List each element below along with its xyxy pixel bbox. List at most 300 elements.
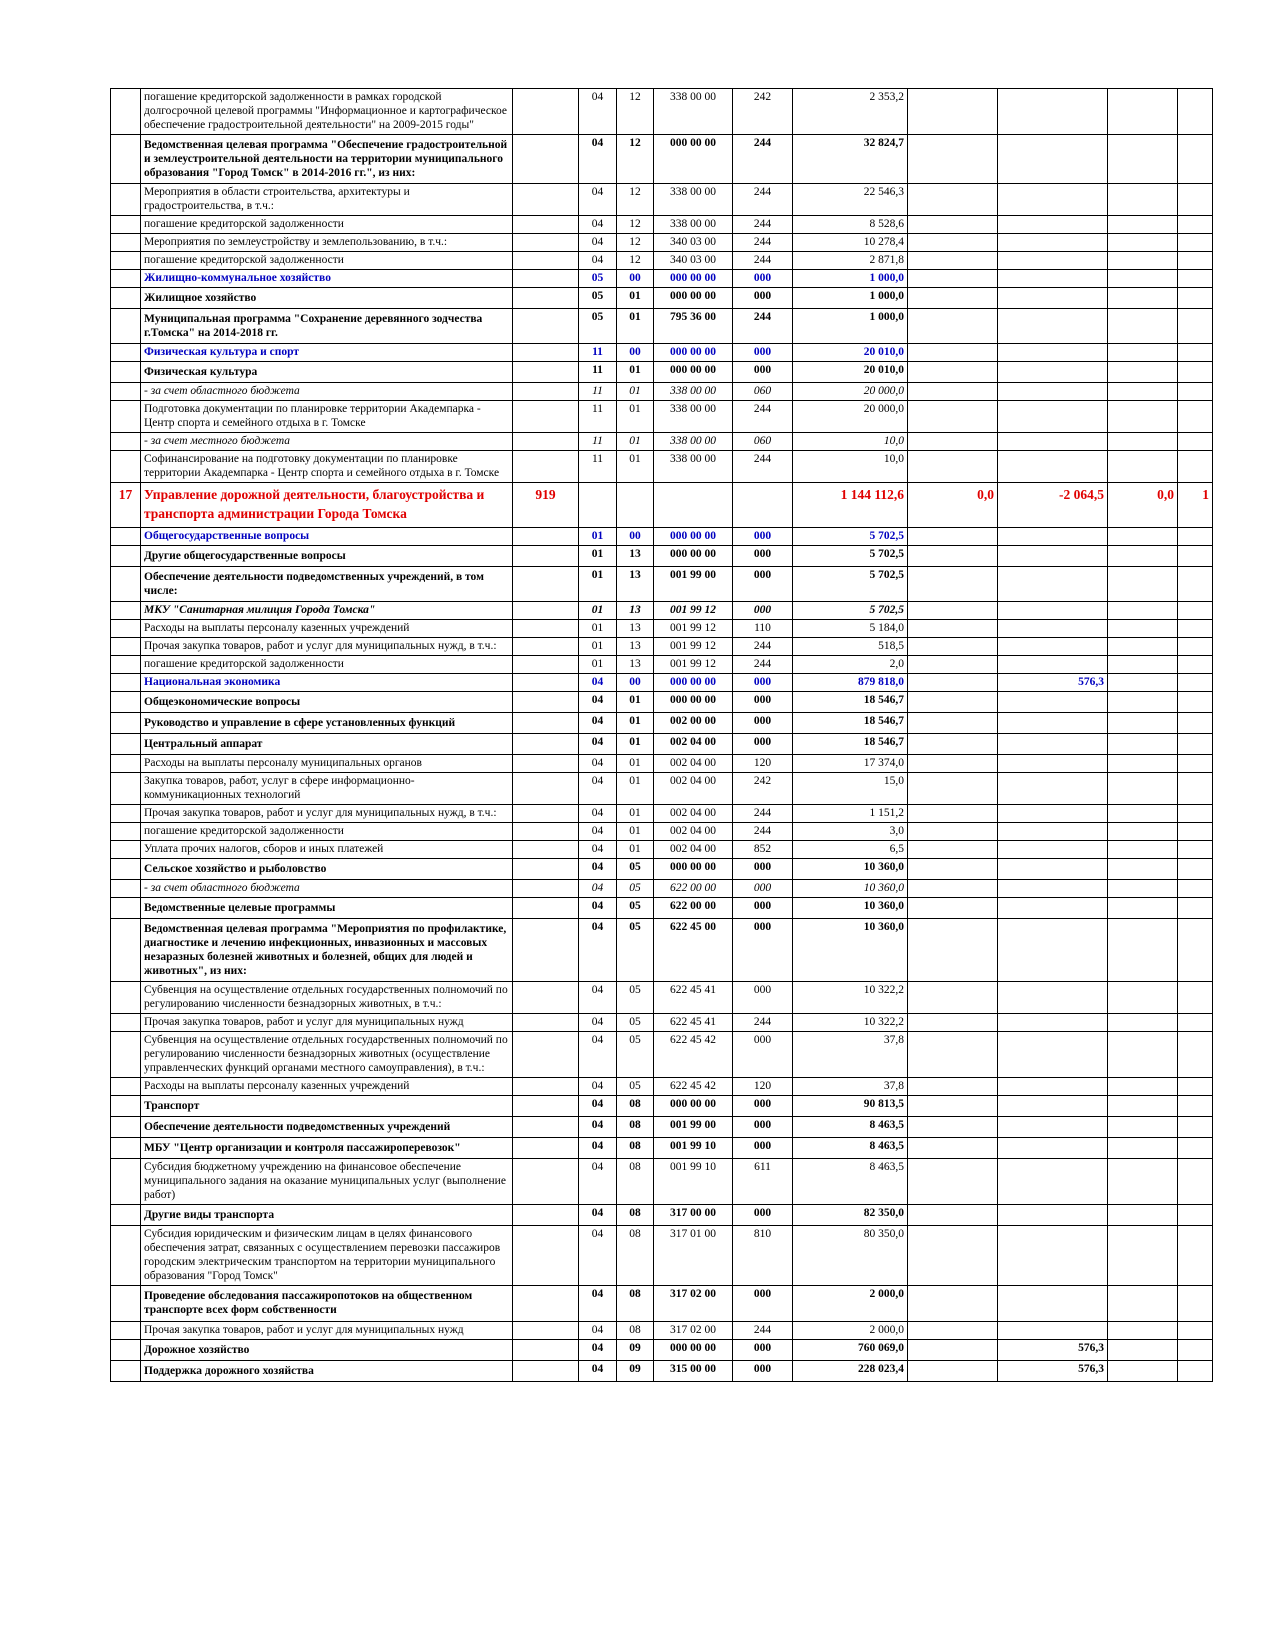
amount-col11-cell [1178, 733, 1213, 754]
amount-col8-cell: 0,0 [908, 483, 998, 527]
expense-type-cell: 852 [733, 841, 793, 859]
grbs-code-cell [513, 805, 579, 823]
amount-col10-cell [1108, 309, 1178, 344]
table-row [111, 619, 1213, 637]
expense-type-cell: 000 [733, 982, 793, 1014]
target-article-cell: 338 00 00 [654, 89, 733, 135]
expense-type-cell: 242 [733, 89, 793, 135]
amount-col10-cell [1108, 344, 1178, 362]
section-code-cell: 04 [579, 1286, 617, 1321]
amount-col10-cell [1108, 1226, 1178, 1286]
amount-col11-cell [1178, 1226, 1213, 1286]
section-code-cell: 04 [579, 89, 617, 135]
amount-cell: 760 069,0 [793, 1339, 908, 1360]
table-row [111, 673, 1213, 691]
section-code-cell [579, 483, 617, 527]
expense-type-cell: 000 [733, 1138, 793, 1159]
amount-col11-cell [1178, 527, 1213, 545]
target-article-cell: 001 99 00 [654, 566, 733, 601]
amount-col8-cell [908, 309, 998, 344]
section-code-cell: 04 [579, 859, 617, 880]
section-code-cell: 04 [579, 805, 617, 823]
target-article-cell: 001 99 12 [654, 655, 733, 673]
name-cell: Жилищное хозяйство [141, 288, 513, 309]
amount-col10-cell [1108, 1360, 1178, 1381]
amount-col8-cell [908, 270, 998, 288]
amount-col8-cell [908, 773, 998, 805]
amount-col9-cell [998, 566, 1108, 601]
amount-col11-cell: 1 [1178, 483, 1213, 527]
amount-col11-cell [1178, 1096, 1213, 1117]
subsection-code-cell: 12 [617, 89, 654, 135]
expense-type-cell: 244 [733, 234, 793, 252]
section-code-cell: 04 [579, 1360, 617, 1381]
section-code-cell: 04 [579, 1096, 617, 1117]
target-article-cell: 622 00 00 [654, 880, 733, 898]
amount-col11-cell [1178, 1117, 1213, 1138]
name-cell: Физическая культура и спорт [141, 344, 513, 362]
table-row [111, 1014, 1213, 1032]
amount-col8-cell [908, 1014, 998, 1032]
amount-col9-cell [998, 527, 1108, 545]
amount-col8-cell [908, 89, 998, 135]
table-row [111, 712, 1213, 733]
subsection-code-cell: 12 [617, 234, 654, 252]
amount-cell: 2,0 [793, 655, 908, 673]
table-row [111, 234, 1213, 252]
name-cell: Прочая закупка товаров, работ и услуг для муниципальных нужд, в т.ч.: [141, 805, 513, 823]
subsection-code-cell: 00 [617, 527, 654, 545]
subsection-code-cell: 12 [617, 184, 654, 216]
amount-col9-cell [998, 841, 1108, 859]
subsection-code-cell: 12 [617, 216, 654, 234]
amount-col11-cell [1178, 773, 1213, 805]
amount-col9-cell: 576,3 [998, 1339, 1108, 1360]
amount-cell: 37,8 [793, 1032, 908, 1078]
expense-type-cell: 000 [733, 1360, 793, 1381]
amount-col11-cell [1178, 89, 1213, 135]
amount-col11-cell [1178, 216, 1213, 234]
amount-col11-cell [1178, 880, 1213, 898]
name-cell: Субсидия бюджетному учреждению на финансовое обеспечение муниципального задания на оказание муниципальных услуг (выполнение работ) [141, 1159, 513, 1205]
amount-col9-cell [998, 1138, 1108, 1159]
name-cell: Прочая закупка товаров, работ и услуг для муниципальных нужд, в т.ч.: [141, 637, 513, 655]
subsection-code-cell: 12 [617, 135, 654, 184]
amount-col9-cell [998, 288, 1108, 309]
amount-col10-cell [1108, 89, 1178, 135]
section-code-cell: 04 [579, 880, 617, 898]
name-cell: МБУ "Центр организации и контроля пассажироперевозок" [141, 1138, 513, 1159]
expense-type-cell: 060 [733, 433, 793, 451]
subsection-code-cell: 00 [617, 673, 654, 691]
table-row [111, 1078, 1213, 1096]
amount-cell: 6,5 [793, 841, 908, 859]
section-code-cell: 04 [579, 1014, 617, 1032]
section-code-cell: 11 [579, 383, 617, 401]
amount-col9-cell: 576,3 [998, 673, 1108, 691]
subsection-code-cell: 05 [617, 919, 654, 982]
amount-col11-cell [1178, 1339, 1213, 1360]
row-number-cell [111, 1321, 141, 1339]
amount-col8-cell [908, 135, 998, 184]
section-code-cell: 04 [579, 216, 617, 234]
amount-col11-cell [1178, 401, 1213, 433]
grbs-code-cell [513, 733, 579, 754]
expense-type-cell: 000 [733, 601, 793, 619]
expense-type-cell: 000 [733, 288, 793, 309]
name-cell: Центральный аппарат [141, 733, 513, 754]
target-article-cell: 317 02 00 [654, 1321, 733, 1339]
amount-col10-cell [1108, 545, 1178, 566]
amount-col9-cell [998, 433, 1108, 451]
target-article-cell: 340 03 00 [654, 234, 733, 252]
expense-type-cell: 000 [733, 270, 793, 288]
name-cell: Мероприятия в области строительства, архитектуры и градостроительства, в т.ч.: [141, 184, 513, 216]
table-row [111, 773, 1213, 805]
name-cell: Закупка товаров, работ, услуг в сфере информационно-коммуникационных технологий [141, 773, 513, 805]
section-code-cell: 11 [579, 433, 617, 451]
grbs-code-cell [513, 1032, 579, 1078]
section-code-cell: 05 [579, 309, 617, 344]
amount-col10-cell [1108, 184, 1178, 216]
grbs-code-cell [513, 344, 579, 362]
amount-col11-cell [1178, 1321, 1213, 1339]
amount-cell: 10 322,2 [793, 1014, 908, 1032]
amount-col8-cell [908, 823, 998, 841]
amount-col11-cell [1178, 566, 1213, 601]
amount-col9-cell [998, 344, 1108, 362]
amount-col9-cell [998, 982, 1108, 1014]
table-row [111, 805, 1213, 823]
amount-col8-cell [908, 1321, 998, 1339]
amount-col8-cell [908, 898, 998, 919]
subsection-code-cell: 08 [617, 1138, 654, 1159]
amount-col10-cell [1108, 841, 1178, 859]
amount-col9-cell [998, 401, 1108, 433]
section-code-cell: 05 [579, 288, 617, 309]
amount-col8-cell [908, 234, 998, 252]
row-number-cell [111, 880, 141, 898]
amount-col11-cell [1178, 1159, 1213, 1205]
amount-col11-cell [1178, 1360, 1213, 1381]
target-article-cell: 002 04 00 [654, 733, 733, 754]
amount-col10-cell: 0,0 [1108, 483, 1178, 527]
amount-cell: 10 322,2 [793, 982, 908, 1014]
amount-col9-cell [998, 601, 1108, 619]
amount-col10-cell [1108, 1339, 1178, 1360]
amount-cell: 2 000,0 [793, 1321, 908, 1339]
amount-col8-cell [908, 655, 998, 673]
grbs-code-cell [513, 566, 579, 601]
amount-cell: 8 463,5 [793, 1159, 908, 1205]
grbs-code-cell [513, 841, 579, 859]
row-number-cell [111, 841, 141, 859]
amount-col9-cell [998, 1014, 1108, 1032]
subsection-code-cell: 01 [617, 712, 654, 733]
name-cell: Мероприятия по землеустройству и землепользованию, в т.ч.: [141, 234, 513, 252]
subsection-code-cell: 13 [617, 655, 654, 673]
row-number-cell: 17 [111, 483, 141, 527]
name-cell: Уплата прочих налогов, сборов и иных платежей [141, 841, 513, 859]
name-cell: Обеспечение деятельности подведомственных учреждений, в том числе: [141, 566, 513, 601]
target-article-cell: 338 00 00 [654, 433, 733, 451]
amount-col10-cell [1108, 401, 1178, 433]
name-cell: МКУ "Санитарная милиция Города Томска" [141, 601, 513, 619]
target-article-cell: 317 00 00 [654, 1205, 733, 1226]
table-row [111, 383, 1213, 401]
subsection-code-cell: 01 [617, 841, 654, 859]
amount-col10-cell [1108, 773, 1178, 805]
amount-col9-cell [998, 1078, 1108, 1096]
section-code-cell: 04 [579, 252, 617, 270]
amount-col10-cell [1108, 252, 1178, 270]
section-code-cell: 04 [579, 1138, 617, 1159]
amount-cell: 2 353,2 [793, 89, 908, 135]
row-number-cell [111, 637, 141, 655]
amount-cell: 1 000,0 [793, 270, 908, 288]
amount-cell: 10 278,4 [793, 234, 908, 252]
row-number-cell [111, 89, 141, 135]
subsection-code-cell: 09 [617, 1360, 654, 1381]
row-number-cell [111, 383, 141, 401]
amount-col8-cell [908, 433, 998, 451]
amount-col8-cell [908, 1360, 998, 1381]
target-article-cell: 000 00 00 [654, 135, 733, 184]
amount-col9-cell: 576,3 [998, 1360, 1108, 1381]
grbs-code-cell [513, 754, 579, 772]
amount-cell: 18 546,7 [793, 733, 908, 754]
amount-col9-cell [998, 1117, 1108, 1138]
grbs-code-cell [513, 1138, 579, 1159]
section-code-cell: 05 [579, 270, 617, 288]
subsection-code-cell: 08 [617, 1205, 654, 1226]
subsection-code-cell: 13 [617, 637, 654, 655]
amount-col8-cell [908, 754, 998, 772]
amount-col9-cell [998, 898, 1108, 919]
name-cell: Другие виды транспорта [141, 1205, 513, 1226]
target-article-cell: 622 00 00 [654, 898, 733, 919]
expense-type-cell: 244 [733, 1321, 793, 1339]
target-article-cell: 001 99 12 [654, 637, 733, 655]
expense-type-cell: 244 [733, 135, 793, 184]
expense-type-cell: 000 [733, 362, 793, 383]
section-code-cell: 04 [579, 1159, 617, 1205]
amount-col11-cell [1178, 754, 1213, 772]
amount-col11-cell [1178, 288, 1213, 309]
amount-col8-cell [908, 1159, 998, 1205]
subsection-code-cell: 01 [617, 773, 654, 805]
section-code-cell: 04 [579, 841, 617, 859]
subsection-code-cell: 01 [617, 823, 654, 841]
target-article-cell: 000 00 00 [654, 527, 733, 545]
section-code-cell: 04 [579, 919, 617, 982]
expense-type-cell: 000 [733, 1032, 793, 1078]
subsection-code-cell: 13 [617, 601, 654, 619]
section-code-cell: 04 [579, 1339, 617, 1360]
expense-type-cell: 000 [733, 344, 793, 362]
grbs-code-cell [513, 135, 579, 184]
section-code-cell: 01 [579, 637, 617, 655]
amount-col8-cell [908, 880, 998, 898]
target-article-cell: 622 45 00 [654, 919, 733, 982]
amount-col8-cell [908, 566, 998, 601]
target-article-cell: 622 45 42 [654, 1078, 733, 1096]
target-article-cell: 001 99 12 [654, 619, 733, 637]
amount-col8-cell [908, 619, 998, 637]
grbs-code-cell [513, 1321, 579, 1339]
subsection-code-cell: 05 [617, 982, 654, 1014]
row-number-cell [111, 545, 141, 566]
amount-col10-cell [1108, 1286, 1178, 1321]
amount-col10-cell [1108, 433, 1178, 451]
target-article-cell: 317 01 00 [654, 1226, 733, 1286]
amount-col8-cell [908, 1286, 998, 1321]
row-number-cell [111, 184, 141, 216]
amount-col8-cell [908, 545, 998, 566]
amount-col10-cell [1108, 135, 1178, 184]
amount-cell: 20 000,0 [793, 401, 908, 433]
name-cell: Расходы на выплаты персоналу казенных учреждений [141, 619, 513, 637]
amount-col9-cell [998, 184, 1108, 216]
expense-type-cell: 242 [733, 773, 793, 805]
amount-cell: 8 463,5 [793, 1117, 908, 1138]
row-number-cell [111, 982, 141, 1014]
name-cell: Сельское хозяйство и рыболовство [141, 859, 513, 880]
grbs-code-cell [513, 433, 579, 451]
subsection-code-cell: 13 [617, 619, 654, 637]
grbs-code-cell [513, 1226, 579, 1286]
amount-col9-cell [998, 619, 1108, 637]
grbs-code-cell [513, 309, 579, 344]
section-code-cell: 04 [579, 1321, 617, 1339]
table-row [111, 184, 1213, 216]
amount-col10-cell [1108, 805, 1178, 823]
table-row [111, 401, 1213, 433]
table-row [111, 451, 1213, 483]
name-cell: Муниципальная программа "Сохранение деревянного зодчества г.Томска" на 2014-2018 гг. [141, 309, 513, 344]
grbs-code-cell [513, 1159, 579, 1205]
table-row [111, 655, 1213, 673]
row-number-cell [111, 805, 141, 823]
amount-col11-cell [1178, 1138, 1213, 1159]
grbs-code-cell [513, 773, 579, 805]
expense-type-cell: 000 [733, 919, 793, 982]
amount-col10-cell [1108, 712, 1178, 733]
amount-col8-cell [908, 252, 998, 270]
row-number-cell [111, 773, 141, 805]
grbs-code-cell [513, 270, 579, 288]
name-cell: Ведомственная целевая программа "Обеспечение градостроительной и землеустроительной деятельности на территории муниципального образования "Город Томск" в 2014-2016 гг.", из них: [141, 135, 513, 184]
name-cell: Жилищно-коммунальное хозяйство [141, 270, 513, 288]
amount-col9-cell [998, 754, 1108, 772]
expense-type-cell: 000 [733, 1339, 793, 1360]
amount-col8-cell [908, 1117, 998, 1138]
amount-col9-cell [998, 383, 1108, 401]
amount-col9-cell [998, 451, 1108, 483]
amount-col8-cell [908, 216, 998, 234]
grbs-code-cell [513, 823, 579, 841]
table-row [111, 859, 1213, 880]
amount-col8-cell [908, 1138, 998, 1159]
amount-col10-cell [1108, 527, 1178, 545]
amount-col9-cell [998, 252, 1108, 270]
row-number-cell [111, 566, 141, 601]
target-article-cell: 622 45 42 [654, 1032, 733, 1078]
grbs-code-cell [513, 1339, 579, 1360]
target-article-cell: 001 99 00 [654, 1117, 733, 1138]
target-article-cell: 002 04 00 [654, 773, 733, 805]
target-article-cell: 340 03 00 [654, 252, 733, 270]
subsection-code-cell: 12 [617, 252, 654, 270]
grbs-code-cell [513, 1117, 579, 1138]
table-row [111, 1321, 1213, 1339]
subsection-code-cell: 01 [617, 288, 654, 309]
row-number-cell [111, 1159, 141, 1205]
amount-cell: 90 813,5 [793, 1096, 908, 1117]
grbs-code-cell [513, 451, 579, 483]
name-cell: Дорожное хозяйство [141, 1339, 513, 1360]
amount-col8-cell [908, 1205, 998, 1226]
expense-type-cell: 000 [733, 1096, 793, 1117]
amount-col10-cell [1108, 637, 1178, 655]
grbs-code-cell [513, 712, 579, 733]
expense-type-cell: 000 [733, 1286, 793, 1321]
target-article-cell: 622 45 41 [654, 1014, 733, 1032]
amount-col11-cell [1178, 691, 1213, 712]
amount-col8-cell [908, 288, 998, 309]
row-number-cell [111, 1014, 141, 1032]
amount-col8-cell [908, 527, 998, 545]
expense-type-cell: 000 [733, 712, 793, 733]
name-cell: Управление дорожной деятельности, благоустройства и транспорта администрации Города Томска [141, 483, 513, 527]
row-number-cell [111, 823, 141, 841]
amount-cell: 32 824,7 [793, 135, 908, 184]
amount-col10-cell [1108, 655, 1178, 673]
name-cell: Проведение обследования пассажиропотоков на общественном транспорте всех форм собственности [141, 1286, 513, 1321]
subsection-code-cell: 13 [617, 566, 654, 601]
amount-col9-cell [998, 89, 1108, 135]
amount-col9-cell [998, 859, 1108, 880]
amount-col11-cell [1178, 309, 1213, 344]
table-row [111, 135, 1213, 184]
row-number-cell [111, 754, 141, 772]
amount-col10-cell [1108, 733, 1178, 754]
target-article-cell: 338 00 00 [654, 451, 733, 483]
grbs-code-cell [513, 184, 579, 216]
amount-cell: 20 010,0 [793, 362, 908, 383]
amount-cell: 1 000,0 [793, 309, 908, 344]
table-row [111, 637, 1213, 655]
amount-cell: 20 010,0 [793, 344, 908, 362]
name-cell: Физическая культура [141, 362, 513, 383]
amount-col9-cell [998, 691, 1108, 712]
subsection-code-cell: 05 [617, 859, 654, 880]
section-code-cell: 04 [579, 691, 617, 712]
grbs-code-cell [513, 234, 579, 252]
table-row [111, 1339, 1213, 1360]
target-article-cell: 002 00 00 [654, 712, 733, 733]
amount-col10-cell [1108, 451, 1178, 483]
amount-cell: 15,0 [793, 773, 908, 805]
amount-col11-cell [1178, 898, 1213, 919]
name-cell: погашение кредиторской задолженности [141, 252, 513, 270]
expense-type-cell: 000 [733, 1205, 793, 1226]
amount-cell: 10,0 [793, 433, 908, 451]
subsection-code-cell: 01 [617, 805, 654, 823]
amount-cell: 10,0 [793, 451, 908, 483]
expense-type-cell: 244 [733, 805, 793, 823]
section-code-cell: 04 [579, 754, 617, 772]
